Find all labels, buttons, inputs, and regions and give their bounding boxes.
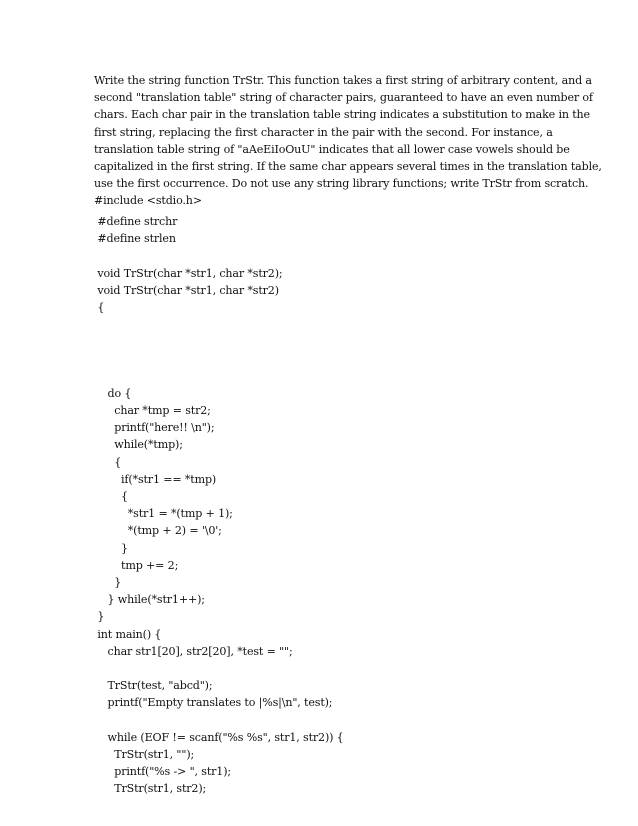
code-line <box>94 247 554 264</box>
code-line <box>94 333 554 350</box>
code-line: int main() { <box>94 627 162 641</box>
code-line: while (EOF != scanf("%s %s", str1, str2)) { <box>94 730 344 744</box>
code-line: } <box>94 610 105 624</box>
paragraph-line: second "translation table" string of character pairs, guaranteed to have an even number of <box>94 91 593 105</box>
paragraph-line: capitalized in the first string. If the same char appears several times in the translation table, <box>94 159 602 173</box>
code-line: char str1[20], str2[20], *test = ""; <box>94 644 293 658</box>
code-line: } <box>94 541 128 555</box>
code-line: printf("Empty translates to |%s|\n", test); <box>94 696 333 710</box>
code-line: { <box>94 300 105 314</box>
paragraph-line: use the first occurrence. Do not use any string library functions; write TrStr from scratch. <box>94 177 589 191</box>
code-line: #define strlen <box>94 232 176 246</box>
paragraph-line: translation table string of "aAeEiIoOuU" indicates that all lower case vowels should be <box>94 142 570 156</box>
code-line: printf("here!! \n"); <box>94 421 215 435</box>
code-line: void TrStr(char *str1, char *str2); <box>94 266 283 280</box>
include-line: #include <stdio.h> <box>94 194 202 208</box>
code-line: TrStr(str1, str2); <box>94 782 207 796</box>
code-line: { <box>94 455 122 469</box>
code-line: } while(*str1++); <box>94 593 205 607</box>
paragraph-line: chars. Each char pair in the translation table string indicates a substitution to make in the <box>94 108 590 122</box>
paragraph-line: first string, replacing the first character in the pair with the second. For instance, a <box>94 125 553 139</box>
code-line <box>94 660 554 677</box>
code-line: do { <box>94 386 132 400</box>
code-line <box>94 316 554 333</box>
code-line: if(*str1 == *tmp) <box>94 472 217 486</box>
code-line: char *tmp = str2; <box>94 404 211 418</box>
code-line <box>94 711 554 728</box>
code-line: while(*tmp); <box>94 438 183 452</box>
code-line <box>94 351 554 368</box>
code-line: *(tmp + 2) = '\0'; <box>94 524 222 538</box>
code-line: } <box>94 575 122 589</box>
code-listing <box>94 213 554 797</box>
code-line: #define strchr <box>94 215 178 228</box>
code-line: TrStr(test, "abcd"); <box>94 679 213 693</box>
paragraph-line: Write the string function TrStr. This function takes a first string of arbitrary content, and a <box>94 74 592 87</box>
code-line <box>94 368 554 385</box>
code-line: printf("%s -> ", str1); <box>94 765 231 778</box>
code-line: *str1 = *(tmp + 1); <box>94 507 233 521</box>
code-line: void TrStr(char *str1, char *str2) <box>94 283 279 297</box>
code-line: TrStr(str1, ""); <box>94 747 195 761</box>
code-line: { <box>94 490 128 503</box>
code-line: tmp += 2; <box>94 558 179 572</box>
problem-statement <box>94 72 602 210</box>
